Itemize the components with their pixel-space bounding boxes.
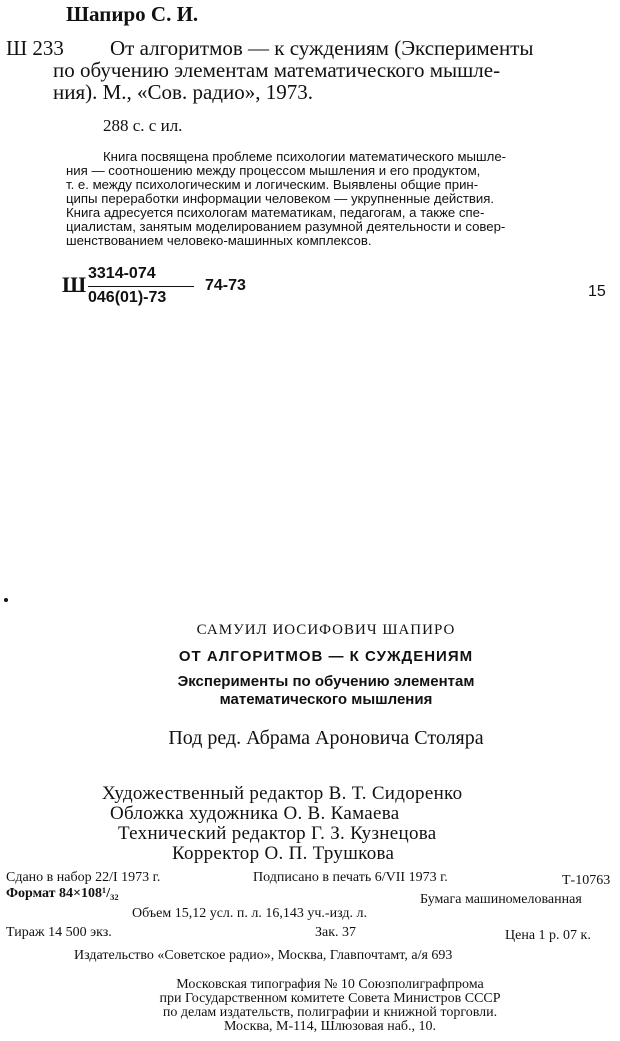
book-subtitle-line-2: математического мышления [219, 691, 433, 708]
imprint-format: Формат 84×108¹/₃₂ [6, 886, 119, 901]
index-denominator: 046(01)-73 [88, 289, 167, 306]
imprint-order: Зак. 37 [315, 925, 357, 940]
index-letter: Ш [62, 272, 87, 297]
credit-proofreader: Корректор О. П. Трушкова [172, 843, 395, 864]
book-title: ОТ АЛГОРИТМОВ — К СУЖДЕНИЯМ [178, 648, 474, 665]
printer-line-2: при Государственном комитете Совета Министров СССР [159, 991, 501, 1006]
annotation-line-1: Книга посвящена проблеме психологии математического мышле- [103, 149, 507, 164]
annotation-line-3: т. е. между психологическим и логическим. Выявлены общие прин- [66, 177, 479, 192]
page-number: 15 [588, 283, 606, 300]
catalog-title-line-3: ния). М., «Сов. радио», 1973. [53, 80, 313, 104]
catalog-title-line-2: по обучению элементам математического мышле- [53, 58, 501, 82]
imprint-code: Т-10763 [562, 873, 611, 888]
catalog-code: Ш 233 [6, 36, 64, 60]
catalog-pages: 288 с. с ил. [103, 116, 183, 135]
printer-line-3: по делам издательств, полиграфии и книжной торговли. [162, 1005, 498, 1020]
book-editor: Под ред. Абрама Ароновича Столяра [168, 727, 484, 749]
imprint-volume: Объем 15,12 усл. п. л. 16,143 уч.-изд. л. [132, 906, 367, 921]
index-year-code: 74-73 [205, 277, 246, 294]
credit-technical-editor: Технический редактор Г. З. Кузнецова [118, 823, 437, 844]
book-subtitle-line-1: Эксперименты по обучению элементам [177, 673, 475, 690]
index-numerator: 3314-074 [88, 265, 156, 282]
imprint-publisher: Издательство «Советское радио», Москва, Главпочтамт, а/я 693 [74, 948, 453, 963]
annotation-line-7: шенствованием человеко-машинных комплексов. [66, 233, 372, 248]
annotation-line-2: ния — соотношению между процессом мышления и его продуктом, [66, 163, 481, 178]
annotation-line-4: ципы переработки информации человеком — укрупненные действия. [66, 191, 495, 206]
imprint-paper: Бумага машиномелованная [420, 892, 582, 907]
imprint-signed-date: Подписано в печать 6/VII 1973 г. [253, 870, 448, 885]
margin-dot [4, 598, 8, 602]
imprint-price: Цена 1 р. 07 к. [505, 928, 591, 943]
annotation-line-6: циалистам, занятым моделированием разумной деятельности и совер- [66, 219, 506, 234]
catalog-author: Шапиро С. И. [66, 2, 199, 26]
annotation-line-5: Книга адресуется психологам математикам, педагогам, а также спе- [66, 205, 485, 220]
imprint-print-run: Тираж 14 500 экз. [6, 925, 112, 940]
credit-art-editor: Художественный редактор В. Т. Сидоренко [102, 783, 463, 804]
printer-line-1: Московская типография № 10 Союзполиграфпрома [176, 977, 484, 992]
imprint-typeset-date: Сдано в набор 22/I 1973 г. [6, 870, 161, 885]
index-fraction-bar [88, 286, 194, 287]
catalog-title-line-1: От алгоритмов — к суждениям (Эксперименты [110, 36, 534, 60]
book-author-full: САМУИЛ ИОСИФОВИЧ ШАПИРО [196, 622, 456, 638]
printer-line-4: Москва, М-114, Шлюзовая наб., 10. [223, 1019, 437, 1034]
credit-cover-artist: Обложка художника О. В. Камаева [110, 803, 400, 824]
